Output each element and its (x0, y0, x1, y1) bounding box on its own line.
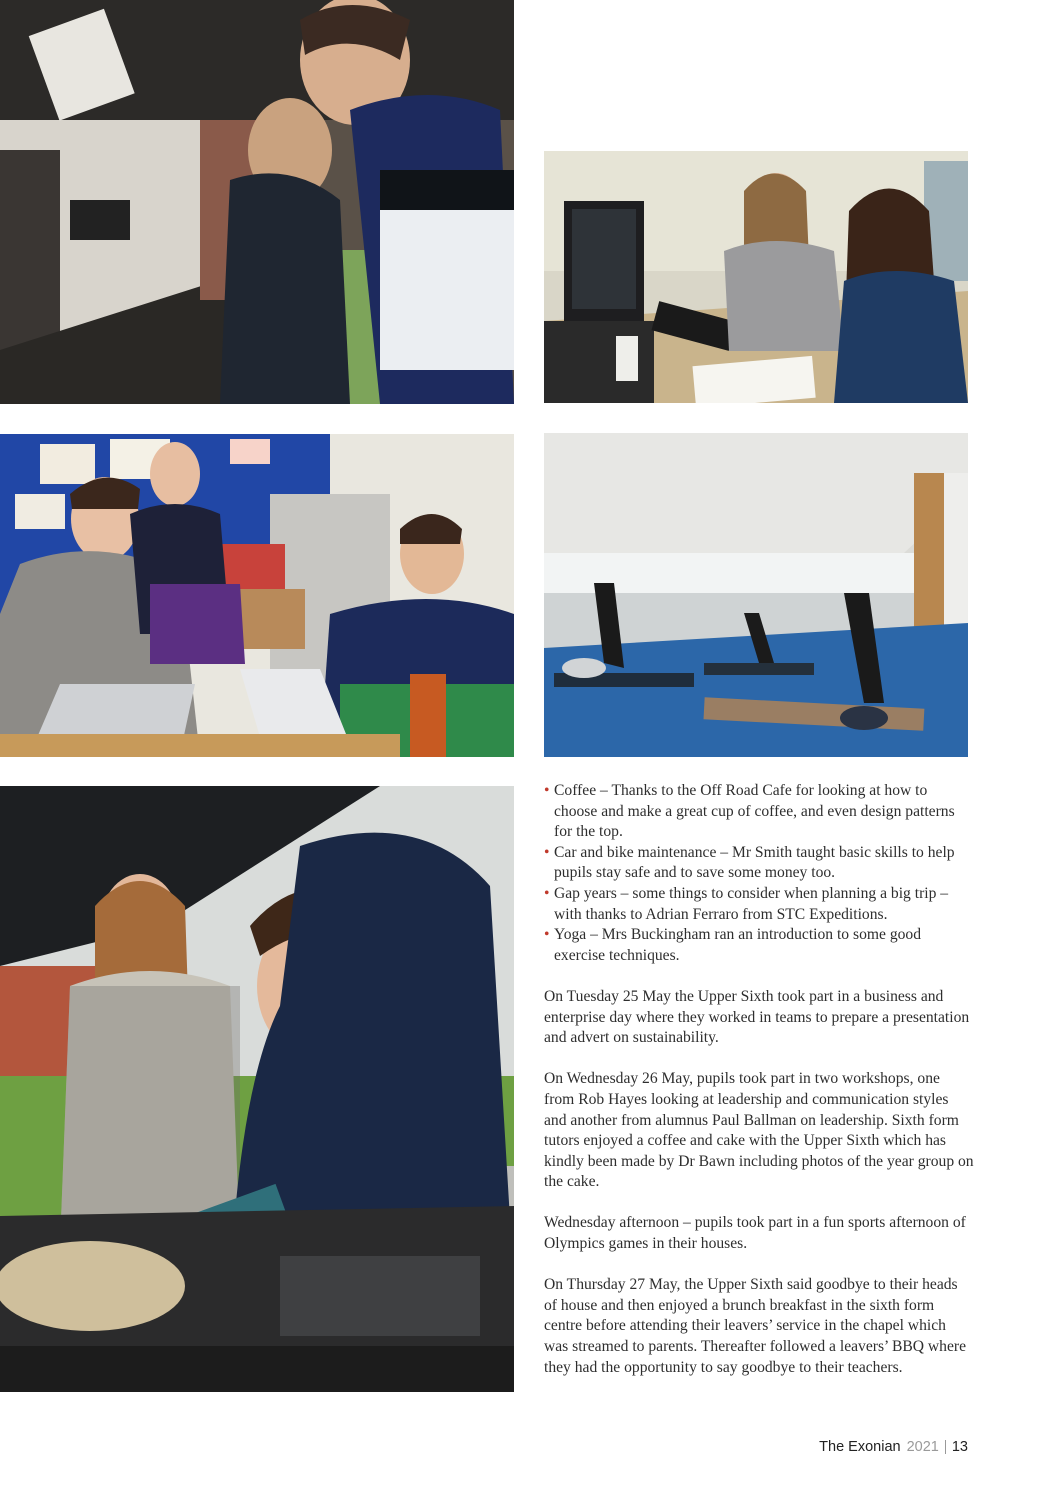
paragraph: Wednesday afternoon – pupils took part in a fun sports afternoon of Olympics games in their houses. (544, 1214, 966, 1253)
publication-name: The Exonian (819, 1439, 901, 1455)
publication-year: 2021 (906, 1439, 939, 1455)
bullet-dot: • (544, 843, 550, 861)
page-number: 13 (951, 1439, 968, 1455)
bullet-dot: • (544, 884, 550, 902)
list-item: • Yoga – Mrs Buckingham ran an introduction to some good exercise techniques. (544, 926, 922, 964)
photo-coffee-van (0, 0, 514, 404)
list-item: • Gap years – some things to consider when planning a big trip – with thanks to Adrian Ferraro from STC Expeditions. (544, 884, 949, 923)
article-text (544, 781, 974, 1378)
photo-computer-room (544, 151, 968, 403)
paragraph: On Wednesday 26 May, pupils took part in two workshops, one from Rob Hayes looking at leadership and communication styles and another from alumnus Paul Ballman on leadership. Sixth form tutors enjoyed a coffee and cake with the Upper Sixth which has kindly been made by Dr Bawn including photos of the year group on the cake. (544, 1070, 974, 1191)
photo-students-laptops (0, 434, 514, 757)
bullet-dot: • (544, 782, 550, 799)
photo-car-maintenance (0, 786, 514, 1392)
list-item: • Car and bike maintenance – Mr Smith taught basic skills to help pupils stay safe and to save some money too. (544, 843, 955, 882)
footer-divider (945, 1440, 946, 1454)
bullet-dot: • (544, 926, 550, 944)
paragraph: On Tuesday 25 May the Upper Sixth took part in a business and enterprise day where they worked in teams to prepare a presentation and advert on sustainability. (544, 987, 970, 1047)
paragraph: On Thursday 27 May, the Upper Sixth said goodbye to their heads of house and then enjoyed a brunch breakfast in the sixth form centre before attending their leavers’ service in the chapel which was streamed to parents. Thereafter followed a leavers’ BBQ where they had the opportunity to say goodbye to their teachers. (544, 1276, 967, 1376)
activity-list (544, 781, 974, 966)
list-item: • Coffee – Thanks to the Off Road Cafe for looking at how to choose and make a great cup of coffee, and even design patterns for the top. (544, 782, 955, 841)
page-footer (819, 1439, 968, 1455)
photo-yoga-hall (544, 433, 968, 757)
